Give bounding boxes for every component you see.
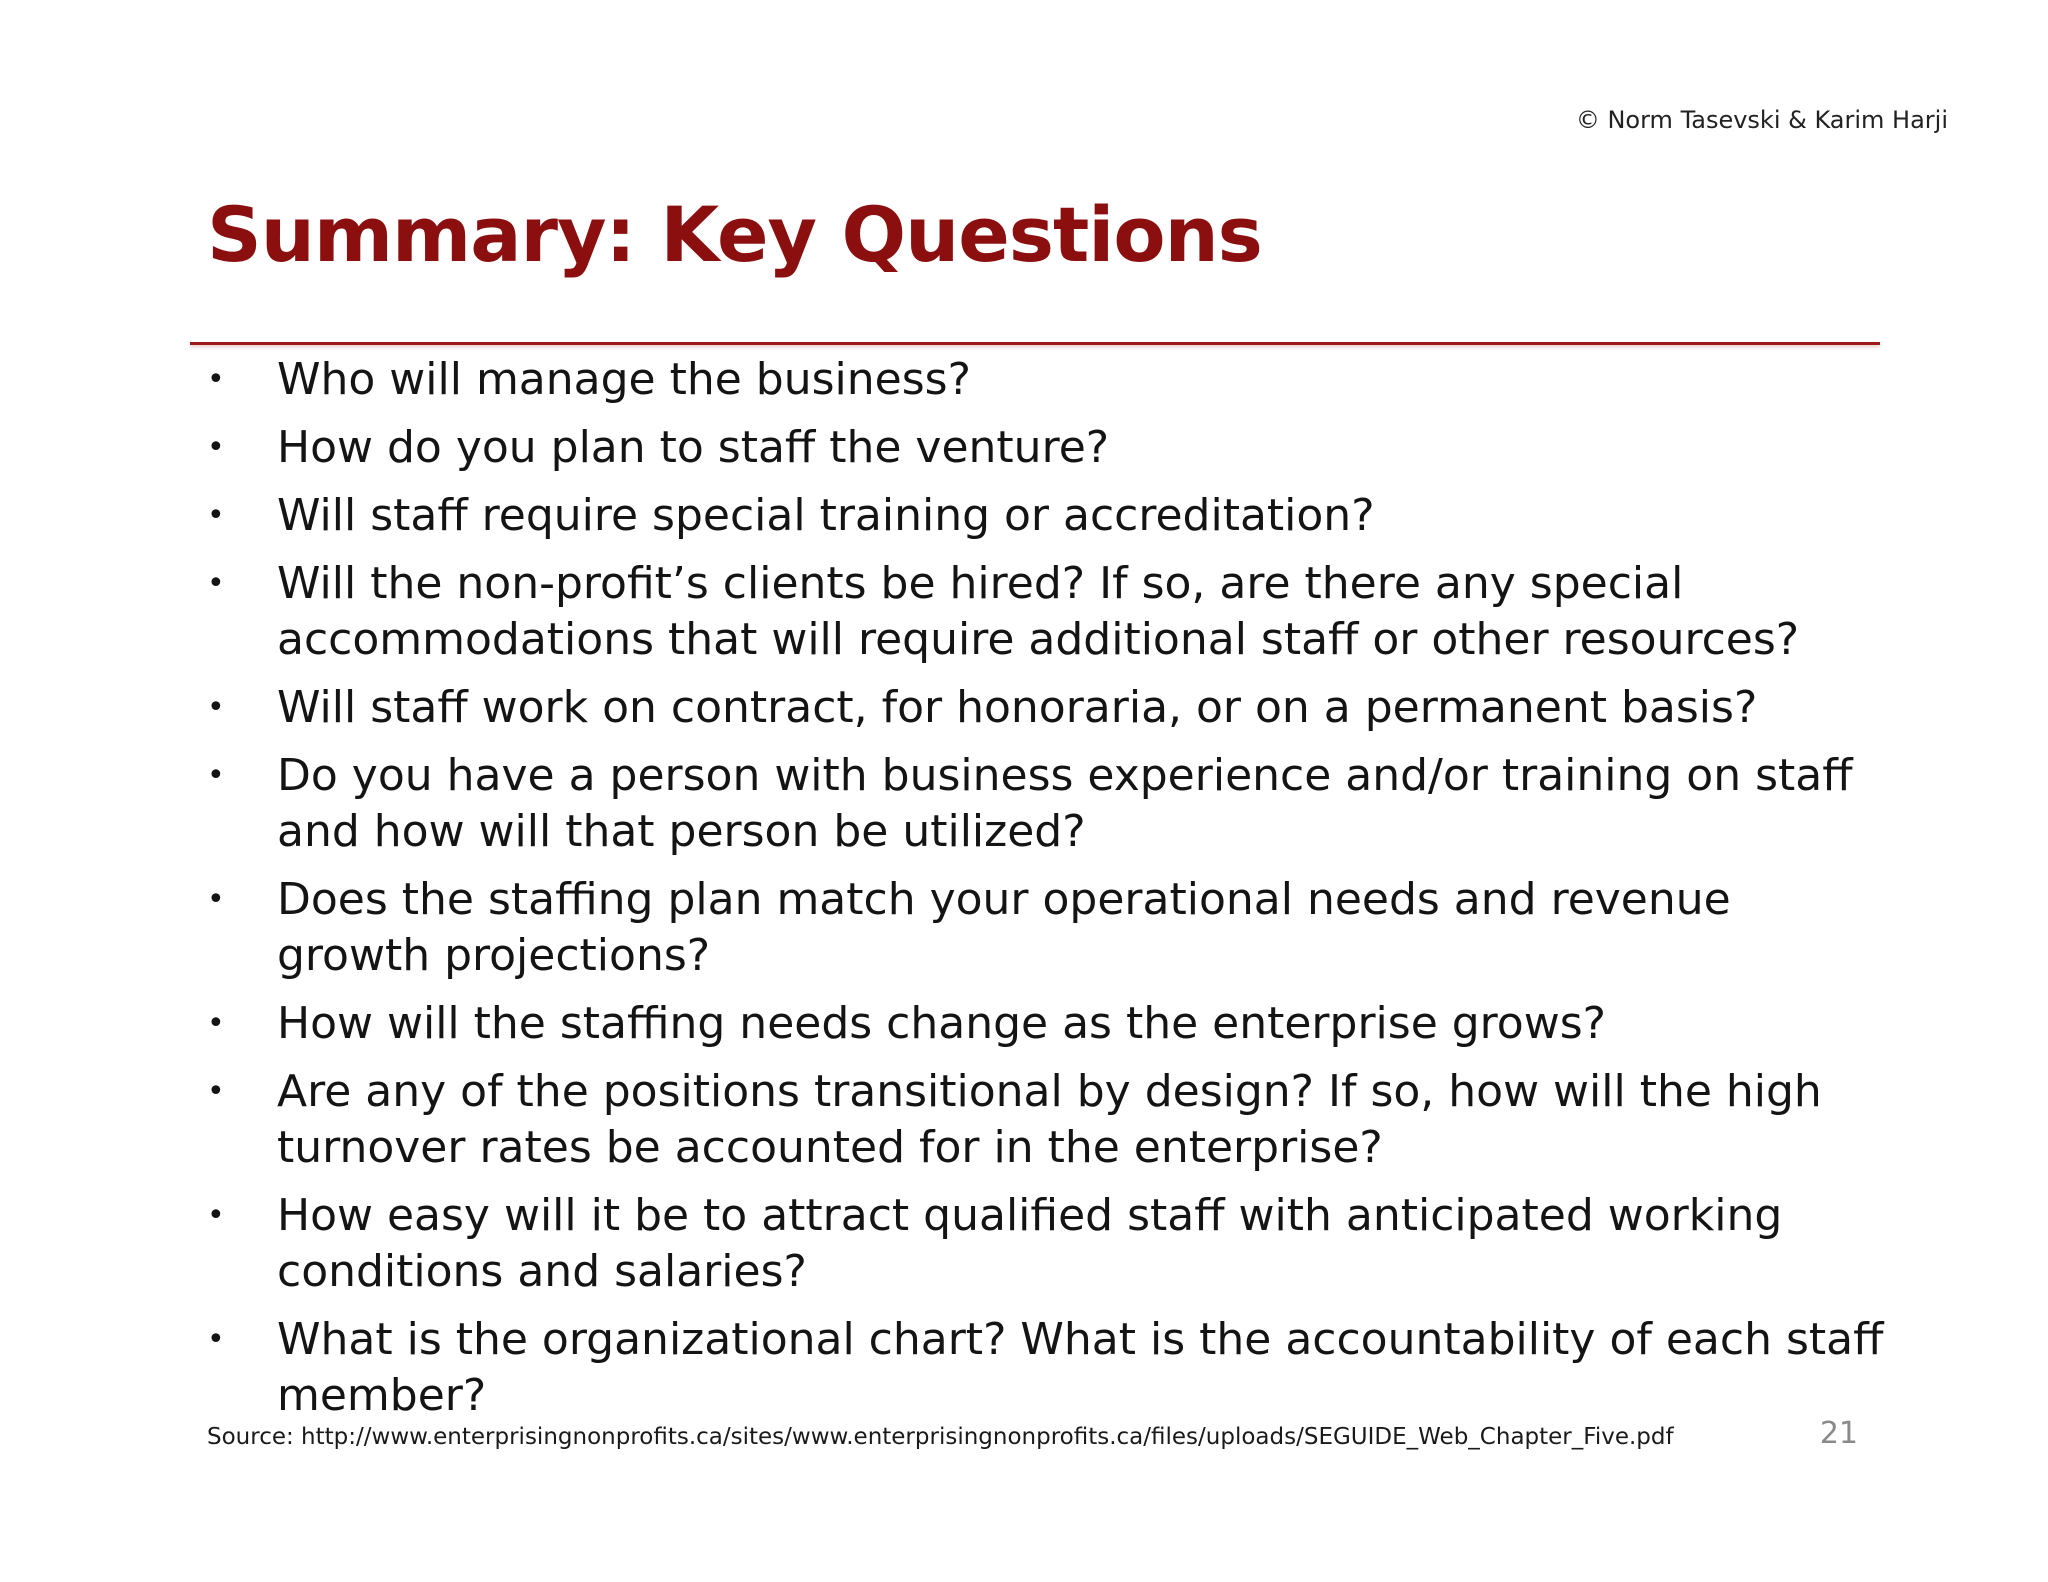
bullet-icon: • — [207, 430, 225, 465]
list-item-text: How will the staffing needs change as the enterprise grows? — [277, 998, 1606, 1049]
bullet-icon: • — [207, 498, 225, 533]
list-item — [207, 748, 1887, 860]
list-item — [207, 1188, 1887, 1300]
list-item-text: Does the staffing plan match your operational needs and revenue growth projections? — [277, 874, 1731, 981]
list-item-text: Will staff require special training or accreditation? — [277, 490, 1375, 541]
copyright-notice: © Norm Tasevski & Karim Harji — [1575, 106, 1948, 134]
list-item-text: Who will manage the business? — [277, 354, 971, 405]
list-item-text: How do you plan to staff the venture? — [277, 422, 1110, 473]
list-item — [207, 680, 1887, 736]
list-item — [207, 556, 1887, 668]
bullet-icon: • — [207, 1006, 225, 1041]
list-item — [207, 420, 1887, 476]
list-item — [207, 996, 1887, 1052]
bullet-icon: • — [207, 882, 225, 917]
source-citation: Source: http://www.enterprisingnonprofits.ca/sites/www.enterprisingnonprofits.ca/files/uploads/SEGUIDE_Web_Chapter_Five.pdf — [207, 1424, 1674, 1450]
list-item-text: How easy will it be to attract qualified staff with anticipated working conditions and salaries? — [277, 1190, 1783, 1297]
bullet-icon: • — [207, 1074, 225, 1109]
list-item — [207, 1312, 1887, 1424]
question-list — [207, 352, 1887, 1436]
bullet-icon: • — [207, 362, 225, 397]
bullet-icon: • — [207, 1198, 225, 1233]
title-divider — [190, 342, 1880, 345]
slide-title: Summary: Key Questions — [207, 190, 1262, 279]
list-item-text: Are any of the positions transitional by design? If so, how will the high turnover rates be accounted for in the enterprise? — [277, 1066, 1822, 1173]
list-item — [207, 488, 1887, 544]
list-item-text: Will the non-profit’s clients be hired? If so, are there any special accommodations that will require additional staff or other resources? — [277, 558, 1800, 665]
list-item — [207, 352, 1887, 408]
page-number: 21 — [1819, 1416, 1858, 1451]
list-item — [207, 872, 1887, 984]
bullet-icon: • — [207, 758, 225, 793]
list-item-text: Will staff work on contract, for honoraria, or on a permanent basis? — [277, 682, 1758, 733]
list-item-text: What is the organizational chart? What is the accountability of each staff member? — [277, 1314, 1884, 1421]
bullet-icon: • — [207, 1322, 225, 1357]
bullet-icon: • — [207, 566, 225, 601]
list-item — [207, 1064, 1887, 1176]
bullet-icon: • — [207, 690, 225, 725]
list-item-text: Do you have a person with business experience and/or training on staff and how will that person be utilized? — [277, 750, 1853, 857]
